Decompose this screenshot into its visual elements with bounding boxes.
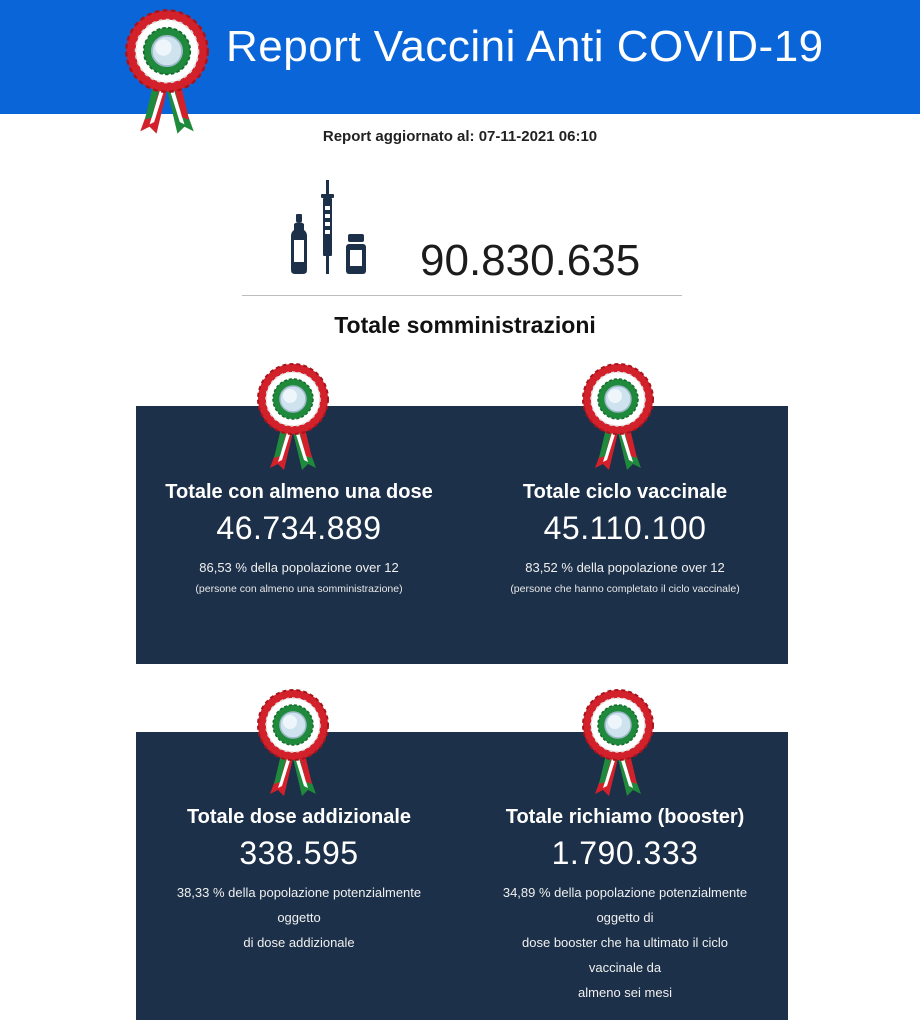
stat-card-additional-dose: [136, 806, 462, 955]
italian-cockade-icon: [256, 362, 330, 472]
stat-value: 338.595: [239, 835, 359, 871]
stat-description: oggetto: [277, 910, 321, 925]
italian-cockade-icon: [256, 688, 330, 798]
divider: [242, 295, 682, 296]
stat-percentage: 86,53 % della popolazione over 12: [199, 560, 399, 575]
stat-description: vaccinale da: [588, 960, 662, 975]
stat-value: 45.110.100: [543, 510, 707, 546]
stat-description: almeno sei mesi: [578, 985, 672, 1000]
stat-percentage: 38,33 % della popolazione potenzialmente: [176, 885, 422, 900]
stat-description: dose booster che ha ultimato il ciclo: [522, 935, 728, 950]
page-title: Report Vaccini Anti COVID-19: [226, 22, 824, 71]
stat-percentage: 83,52 % della popolazione over 12: [525, 560, 725, 575]
stat-title: Totale richiamo (booster): [505, 806, 745, 828]
vaccine-syringe-vials-icon: [288, 180, 370, 276]
stat-note: (persone con almeno una somministrazione): [195, 583, 403, 595]
total-administrations-value: 90.830.635: [420, 236, 641, 285]
report-updated-label: Report aggiornato al: 07-11-2021 06:10: [322, 128, 598, 145]
stat-description: di dose addizionale: [243, 935, 355, 950]
stat-title: Totale dose addizionale: [186, 806, 412, 828]
stat-note: (persone che hanno completato il ciclo vaccinale): [510, 583, 740, 595]
italian-cockade-icon: [122, 8, 212, 136]
stat-title: Totale con almeno una dose: [165, 481, 433, 503]
stat-percentage: 34,89 % della popolazione potenzialmente: [502, 885, 748, 900]
stat-value: 1.790.333: [551, 835, 699, 871]
stat-card-full-cycle: [462, 481, 788, 598]
stat-card-first-dose: [136, 481, 462, 598]
italian-cockade-icon: [581, 688, 655, 798]
total-administrations-label: Totale somministrazioni: [334, 312, 596, 338]
stat-title: Totale ciclo vaccinale: [522, 481, 728, 503]
italian-cockade-icon: [581, 362, 655, 472]
stat-value: 46.734.889: [216, 510, 382, 546]
stat-card-booster: [462, 806, 788, 1005]
stat-description: oggetto di: [596, 910, 654, 925]
